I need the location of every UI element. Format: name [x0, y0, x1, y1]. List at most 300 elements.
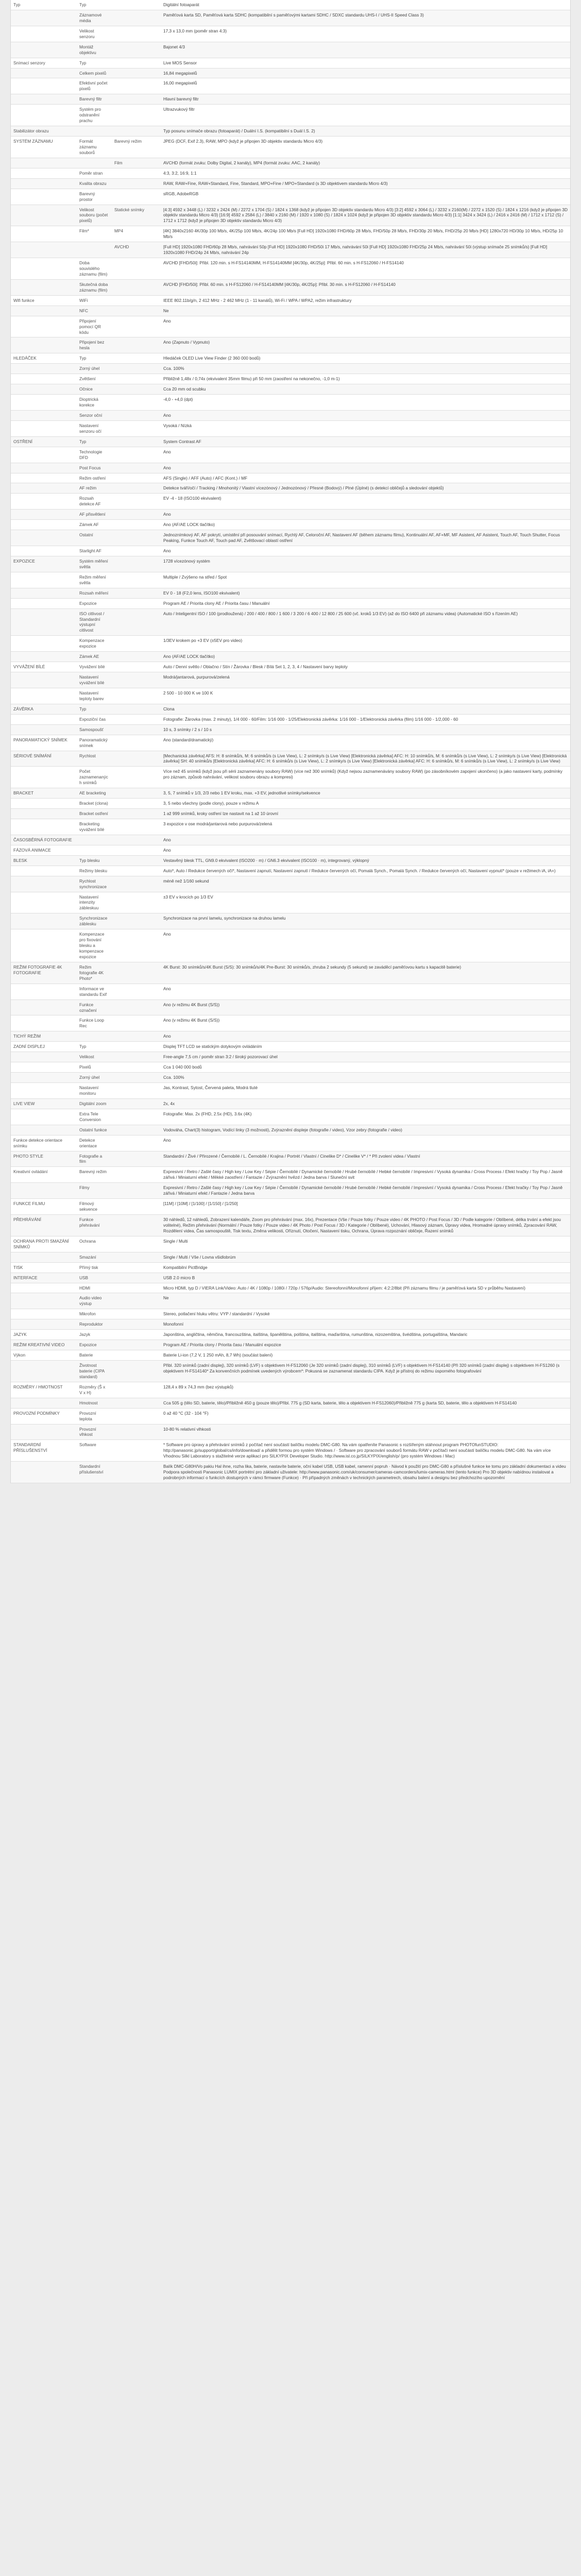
spec-value-cell: Hledáček OLED Live View Finder (2 360 000 bodů) [161, 353, 570, 364]
spec-group-cell: Typ [77, 1042, 112, 1052]
spec-group-cell: AF přisvětlení [77, 510, 112, 520]
spec-label-cell [112, 168, 161, 178]
spec-row [11, 420, 570, 436]
spec-group-cell: Software [77, 1440, 112, 1462]
spec-group-cell: Typ [77, 353, 112, 364]
spec-value-cell: EV -4 - 18 (ISO100 ekvivalent) [161, 494, 570, 510]
spec-label-cell [112, 1183, 161, 1199]
spec-section-cell: PŘEHRÁVÁNÍ [11, 1215, 77, 1236]
spec-value-cell: Typ posunu snímače obrazu (fotoaparát) / Duální I.S. (kompatibilní s Duál I.S. 2) [161, 126, 570, 137]
spec-group-cell: Funkce označení [77, 999, 112, 1015]
spec-value-cell: Single / Multi / Vše / Lovna všidlobrúm [161, 1252, 570, 1262]
spec-value-cell: 4:3, 3:2, 16:9, 1:1 [161, 168, 570, 178]
spec-row [11, 799, 570, 809]
spec-section-cell [11, 105, 77, 126]
spec-group-cell: Expozice [77, 1340, 112, 1350]
spec-group-cell: Synchronizace záblesku [77, 913, 112, 929]
spec-row [11, 1382, 570, 1398]
spec-section-cell [11, 384, 77, 395]
spec-row [11, 494, 570, 510]
spec-value-cell: Ano (Zapnuto / Vypnuto) [161, 337, 570, 353]
spec-value-cell: Clona [161, 704, 570, 714]
spec-label-cell [112, 572, 161, 588]
spec-row [11, 1109, 570, 1125]
spec-section-cell [11, 984, 77, 999]
spec-section-cell [11, 608, 77, 636]
spec-group-cell: Bracket (clona) [77, 799, 112, 809]
spec-label-cell [112, 636, 161, 652]
spec-value-cell: Vestavěný blesk TTL, GN9.0 ekvivalent (ISO200 · m) / GN6.3 ekvivalent (ISO100 · m), integrovaný, výklopný [161, 855, 570, 866]
spec-value-cell: Auto / Inteligentní ISO / 100 (prodloužená) / 200 / 400 / 800 / 1 600 / 3 200 / 6 400 / 12 800 / 25 600 (vč. kroků 1/3 EV) (až do ISO 6400 při záznamu videa) (Automatické ISO s řízením AE) [161, 608, 570, 636]
spec-section-cell [11, 688, 77, 704]
spec-value-cell: Multiple / Zvýšeno na střed / Spot [161, 572, 570, 588]
spec-value-cell: Detekce tváří/očí / Tracking / Mnohonitý / Vlastní vícezónový / Jednozónový / Přesné (Bodový) / Plné (Úplné) (s detekcí obličejů a sledování objektů) [161, 483, 570, 494]
spec-row [11, 819, 570, 835]
spec-group-cell: Režimy blesku [77, 866, 112, 876]
spec-value-cell: Jednoznímkový AF, AF pokrytí, umístění při posouvání snímací, Rychlý AF, Celoroční AF, Nastavení AF (během záznamu filmu), Kontinuální AF, AF+MF, MF Asistent, AF Asistent, Touch AF, Touch Shutter, Focus Peaking, Funkce Touch AF, Touch pad AF, Zvětšovací oblastí ostření [161, 530, 570, 546]
spec-label-cell [112, 809, 161, 819]
spec-label-cell [112, 0, 161, 10]
spec-row [11, 1098, 570, 1109]
spec-group-cell: Velikost [77, 1052, 112, 1062]
spec-value-cell: IEEE 802.11b/g/n, 2 412 MHz - 2 462 MHz (1 - 11 kanálů), Wi-Fi / WPA / WPA2, režim infrastruktury [161, 295, 570, 306]
spec-section-cell [11, 1062, 77, 1073]
spec-row [11, 1273, 570, 1283]
spec-row [11, 0, 570, 10]
spec-label-cell [112, 1135, 161, 1151]
spec-group-cell [77, 845, 112, 855]
spec-value-cell: Program AE / Priorita clony / Priorita času / Manuální expozice [161, 1340, 570, 1350]
spec-group-cell: Nastavení monitoru [77, 1083, 112, 1099]
spec-section-cell [11, 724, 77, 735]
spec-value-cell: Ano (AF/AE LOCK tlačítko) [161, 520, 570, 530]
spec-group-cell: Režim fotografie 4K Photo* [77, 962, 112, 984]
spec-section-cell [11, 588, 77, 598]
spec-value-cell: Ano [161, 510, 570, 520]
spec-section-cell: ZADNÍ DISPLEJ [11, 1042, 77, 1052]
spec-section-cell [11, 714, 77, 724]
spec-label-cell [112, 714, 161, 724]
spec-group-cell: Baterie [77, 1350, 112, 1361]
spec-row [11, 788, 570, 799]
spec-group-cell: Velikost souboru (počet pixelů) [77, 205, 112, 226]
spec-label-cell [112, 962, 161, 984]
spec-value-cell: Přibl. 320 snímků (zadní displej), 320 snímků (LVF) s objektivem H-FS12060 (Je 320 snímků (zadní displej), 310 snímků (LVF) s objektivem H-FS14140 (Při 320 snímků (zadní displej) s objektivem H-FS1260 (s objektivem H-FS14140* Za konvenčních podmínek uvedených výrobcem*: Pokusná se zaznamenat standardu CIPA. Když je přístroj do režimu úsporného fotografování [161, 1361, 570, 1382]
spec-label-cell [112, 672, 161, 688]
spec-group-cell: Rozměry (Š x V x H) [77, 1382, 112, 1398]
spec-row [11, 652, 570, 662]
spec-section-cell [11, 530, 77, 546]
spec-group-cell: Dioptrická korekce [77, 395, 112, 411]
spec-group-cell: HDMI [77, 1283, 112, 1293]
spec-label-cell [112, 1424, 161, 1440]
spec-label-cell [112, 178, 161, 189]
spec-group-cell: Montáž objektivu [77, 42, 112, 58]
spec-row [11, 1440, 570, 1462]
spec-group-cell: Zvětšení [77, 374, 112, 384]
spec-value-cell: Cca. 100% [161, 364, 570, 374]
spec-group-cell: Typ [77, 0, 112, 10]
spec-row [11, 1183, 570, 1199]
spec-group-cell: Kompenzace pro fixování blesku a kompenzace expozice [77, 929, 112, 962]
spec-section-cell [11, 242, 77, 258]
spec-row [11, 94, 570, 105]
spec-row [11, 178, 570, 189]
spec-row [11, 1309, 570, 1319]
spec-row [11, 1236, 570, 1252]
spec-label-cell [112, 913, 161, 929]
spec-section-cell: EXPOZICE [11, 556, 77, 572]
spec-group-cell: Zorný úhel [77, 364, 112, 374]
spec-value-cell: Ano [161, 447, 570, 463]
spec-section-cell [11, 473, 77, 483]
spec-label-cell [112, 984, 161, 999]
spec-section-cell [11, 1319, 77, 1330]
spec-section-cell [11, 809, 77, 819]
spec-group-cell: Fotografie a film [77, 1151, 112, 1167]
spec-value-cell: Micro HDMI, typ D / VIERA Link/Video: Auto / 4K / 1080p / 1080i / 720p / 576p/Audio: Stereofonní/Monofonní příjem: 4:2:2/8bit (Při záznamu filmu / je paměťová karta SD v průběhu Nastavení) [161, 1283, 570, 1293]
spec-value-cell: Bajonet 4/3 [161, 42, 570, 58]
spec-section-cell [11, 395, 77, 411]
spec-label-cell [112, 1252, 161, 1262]
spec-label-cell [112, 1382, 161, 1398]
spec-section-cell [11, 178, 77, 189]
spec-section-cell [11, 1283, 77, 1293]
spec-section-cell: SYSTÉM ZÁZNAMU [11, 137, 77, 158]
spec-row [11, 68, 570, 78]
spec-group-cell: Jazyk [77, 1330, 112, 1340]
spec-label-cell [112, 608, 161, 636]
spec-row [11, 1293, 570, 1309]
spec-label-cell [112, 845, 161, 855]
spec-row [11, 137, 570, 158]
spec-value-cell: Ano [161, 1135, 570, 1151]
spec-value-cell: Displej TFT LCD se statickým dotykovým ovládáním [161, 1042, 570, 1052]
spec-section-cell [11, 420, 77, 436]
spec-value-cell: Ano [161, 984, 570, 999]
spec-label-cell [112, 189, 161, 205]
spec-row [11, 835, 570, 845]
spec-section-cell [11, 892, 77, 913]
spec-group-cell: Mikrofon [77, 1309, 112, 1319]
spec-row [11, 714, 570, 724]
spec-label-cell [112, 751, 161, 767]
spec-value-cell: Auto / Denní světlo / Oblačno / Stín / Žárovka / Blesk / Bílá Set 1, 2, 3, 4 / Nastavení barvy teploty [161, 662, 570, 672]
spec-value-cell: Auto*, Auto / Redukce červených očí*, Nastavení zapnutí, Nastavení zapnutí / Redukce červených očí, Pomalá Synch., Pomalá Synch. / Redukce červených očí, Nastavení vypnutí* (pouze v režimech iA, iA+) [161, 866, 570, 876]
spec-section-cell: REŽIM KREATIVNÍ VIDEO [11, 1340, 77, 1350]
spec-group-cell: Poměr stran [77, 168, 112, 178]
spec-group-cell: Celkem pixelů [77, 68, 112, 78]
spec-group-cell: Post Focus [77, 463, 112, 473]
spec-group-cell: Digitální zoom [77, 1098, 112, 1109]
spec-row [11, 353, 570, 364]
spec-label-cell [112, 1199, 161, 1215]
spec-label-cell [112, 42, 161, 58]
spec-value-cell: 4K Burst: 30 snímků/s/4K Burst (S/S): 30 snímků/s/4K Pre-Burst: 30 snímků/s, zhruba 2 sekundy (5 sekund) se zaváděcí paměťovou kartu s kapacitě baterie) [161, 962, 570, 984]
spec-section-cell: FÁZOVÁ ANIMACE [11, 845, 77, 855]
spec-row [11, 1062, 570, 1073]
spec-value-cell: Ano [161, 410, 570, 420]
spec-row [11, 845, 570, 855]
spec-group-cell: Systém pro odstranění prachu [77, 105, 112, 126]
spec-label-cell [112, 1098, 161, 1109]
spec-row [11, 316, 570, 337]
spec-group-cell: Zámek AF [77, 520, 112, 530]
spec-value-cell: 10 s, 3 snímky / 2 s / 10 s [161, 724, 570, 735]
spec-label-cell [112, 1309, 161, 1319]
spec-label-cell [112, 588, 161, 598]
spec-label-cell: AVCHD [112, 242, 161, 258]
spec-group-cell: Funkce přehrávání [77, 1215, 112, 1236]
spec-row [11, 876, 570, 892]
spec-group-cell: Rychlost [77, 751, 112, 767]
spec-section-cell [11, 1398, 77, 1408]
spec-label-cell [112, 1262, 161, 1273]
spec-value-cell: * Software pro úpravy a přehrávání snímků z počítač není součástí balíčku modelu DMC-G80. Na vám opatřeníte Panasonic s rozšířeným stáhnout program PHOTOfunSTUDIO: http://panasonic.jp/support/global/cs/info/download/ a přidělit formou pro systém Windows / · Software pro zpracování souborů formátu RAW v počítači není součástí balíčku modelu DMC-G80. Na vám více Vhodnou Silkl Laboratory s stažitelné verze aplikací pro SILKYPIX Developer Studio. http://www.isl.co.jp/SILKYPIX/english/p/ (pro systém Windows / Mac) [161, 1440, 570, 1462]
spec-label-cell [112, 1215, 161, 1236]
spec-row [11, 636, 570, 652]
spec-row [11, 1215, 570, 1236]
spec-label-cell [112, 436, 161, 447]
spec-section-cell [11, 374, 77, 384]
spec-row [11, 751, 570, 767]
spec-section-cell [11, 78, 77, 94]
spec-row [11, 1083, 570, 1099]
spec-label-cell [112, 337, 161, 353]
spec-label-cell [112, 26, 161, 42]
spec-label-cell [112, 1167, 161, 1183]
spec-section-cell: PHOTO STYLE [11, 1151, 77, 1167]
spec-row [11, 1330, 570, 1340]
spec-value-cell: EV 0 - 18 (F2,0 lens, ISO100 ekvivalent) [161, 588, 570, 598]
spec-section-cell [11, 572, 77, 588]
spec-row [11, 688, 570, 704]
spec-label-cell [112, 316, 161, 337]
spec-value-cell: Ano [161, 1031, 570, 1042]
spec-group-cell: Kvalita obrazu [77, 178, 112, 189]
spec-value-cell: Balík DMC-G80H/Vo pakiu Hal ihne, rozha lika, baterie, nastavíte baterie, oční kabel USB, USB kabel, ramenní popruh · Návod k použití pro DMC-G80 a příslušné funkce ke tomu pro základní dokumentaci a videu Podpora společnosti Panasonic LUMIX portrétní pro základní uživatele: http://www.panasonic.com/uk/consumer/cameras-camcorders/lumix-cameras.html (tento funkce) Pro 3D objektiv nabídnou instalovat a podrobných informací o funkcích dostupných v rámci firmware (Funkce) · Při případných změnách v technických parametrech, obsahu balení a designu bez předchozího upozornění [161, 1462, 570, 1483]
spec-label-cell [112, 724, 161, 735]
spec-section-cell [11, 68, 77, 78]
spec-label-cell [112, 353, 161, 364]
spec-row [11, 42, 570, 58]
spec-section-cell [11, 598, 77, 608]
spec-group-cell: Zámek AE [77, 652, 112, 662]
spec-label-cell [112, 1283, 161, 1293]
spec-section-cell [11, 913, 77, 929]
spec-value-cell: AVCHD [FHD/50i]: Přibl. 60 min. s H-FS12060 / H-FS14140MM [4K/30p, 4K/25p]: Přibl. 30 min. s H-FS12060 / H-FS14140 [161, 279, 570, 295]
spec-row [11, 1424, 570, 1440]
spec-label-cell [112, 1062, 161, 1073]
spec-label-cell [112, 364, 161, 374]
spec-row [11, 1398, 570, 1408]
spec-row [11, 1031, 570, 1042]
spec-label-cell [112, 10, 161, 26]
spec-section-cell [11, 26, 77, 42]
spec-label-cell [112, 819, 161, 835]
spec-row [11, 126, 570, 137]
spec-label-cell [112, 1151, 161, 1167]
spec-section-cell: Wifi funkce [11, 295, 77, 306]
spec-section-cell [11, 819, 77, 835]
spec-row [11, 520, 570, 530]
spec-row [11, 295, 570, 306]
spec-row [11, 855, 570, 866]
spec-value-cell: 0 až 40 °C (32 - 104 °F) [161, 1408, 570, 1424]
spec-value-cell: Modrá/jantarová, purpurová/zelená [161, 672, 570, 688]
spec-group-cell: Rychlost synchronizace [77, 876, 112, 892]
spec-table [11, 0, 570, 1483]
spec-group-cell: Typ blesku [77, 855, 112, 866]
spec-value-cell: 1 až 999 snímků, kroky ostření lze nastavit na 1 až 10 úrovní [161, 809, 570, 819]
spec-group-cell: Technologie DFD [77, 447, 112, 463]
spec-section-cell: VYVÁŽENÍ BÍLÉ [11, 662, 77, 672]
spec-row [11, 598, 570, 608]
spec-row [11, 364, 570, 374]
spec-value-cell: 10-80 % relativní vlhkosti [161, 1424, 570, 1440]
spec-label-cell [112, 1236, 161, 1252]
spec-label-cell [112, 520, 161, 530]
spec-value-cell: Ano (v režimu 4K Burst (S/S)) [161, 999, 570, 1015]
spec-value-cell: [Mechanická závěrka] AFS: H: 8 snímků/s, M: 6 snímků/s (s Live View), L: 2 snímky/s (s Live View) [Elektronická závěrka] AFC: H: 10 snímků/s, M: 6 snímků/s (s Live View), L: 2 snímky/s (s Live View) [Elektronická závěrka] SH: 40 snímků/s [Elektronická závěrka] AFC: H: 6 snímků/s (s Live View), L: 2 snímky/s (s Live View) [Elektronická závěrka] AFC: H: 6 snímků/s, M: 6 snímků/s (s Live View), L: 2 snímky/s (s Live View) [161, 751, 570, 767]
spec-row [11, 374, 570, 384]
spec-section-cell [11, 546, 77, 556]
spec-row [11, 158, 570, 168]
spec-row [11, 546, 570, 556]
spec-row [11, 1199, 570, 1215]
spec-value-cell: Cca. 100% [161, 1073, 570, 1083]
spec-value-cell: Expresivní / Retro / Zašlé časy / High key / Low Key / Sépie / Černobílé / Dynamické černobílé / Hrubé černobílé / Hebké černobílé / Impresivní / Vysoká dynamika / Cross Process / Efekt hračky / Toy Pop / Jasně zářivá / Miniaturní efekt / Fantazie / Jedna barva [161, 1183, 570, 1199]
spec-label-cell [112, 447, 161, 463]
spec-label-cell [112, 68, 161, 78]
spec-row [11, 724, 570, 735]
spec-label-cell [112, 1015, 161, 1031]
spec-section-cell [11, 1183, 77, 1199]
spec-row [11, 608, 570, 636]
spec-group-cell: Provozní teplota [77, 1408, 112, 1424]
spec-value-cell: Ano (standard/dramatický) [161, 735, 570, 751]
spec-label-cell [112, 1340, 161, 1350]
spec-group-cell: Expozice [77, 598, 112, 608]
spec-label-cell [112, 767, 161, 788]
spec-value-cell: -4,0 - +4,0 (dpt) [161, 395, 570, 411]
spec-value-cell: Baterie Li-ion (7,2 V, 1 250 mAh, 8,7 Wh) (součást balení) [161, 1350, 570, 1361]
spec-label-cell [112, 463, 161, 473]
spec-label-cell [112, 662, 161, 672]
spec-label-cell [112, 1398, 161, 1408]
spec-group-cell: Samospoušť [77, 724, 112, 735]
spec-value-cell: Ano (v režimu 4K Burst (S/S)) [161, 1015, 570, 1031]
spec-section-cell [11, 42, 77, 58]
spec-group-cell [77, 1031, 112, 1042]
spec-group-cell: Expoziční čas [77, 714, 112, 724]
spec-section-cell: ROZMĚRY / HMOTNOST [11, 1382, 77, 1398]
spec-group-cell [77, 835, 112, 845]
spec-label-cell [112, 94, 161, 105]
spec-section-cell [11, 799, 77, 809]
spec-group-cell: Záznamové média [77, 10, 112, 26]
spec-row [11, 1052, 570, 1062]
spec-row [11, 279, 570, 295]
spec-section-cell: BRACKET [11, 788, 77, 799]
spec-value-cell: Fotografie: Žárovka (max. 2 minuty), 1/4 000 - 60/Film: 1/16 000 - 1/25/Elektronická závěrka: 1/16 000 - 1/Elektronická závěrka (film) 1/16 000 - 1/2,000 - 60 [161, 714, 570, 724]
spec-section-cell [11, 168, 77, 178]
spec-section-cell: ČASOSBĚRNÁ FOTOGRAFIE [11, 835, 77, 845]
spec-section-cell [11, 636, 77, 652]
spec-section-cell [11, 672, 77, 688]
spec-row [11, 1151, 570, 1167]
spec-label-cell [112, 799, 161, 809]
spec-section-cell: BLESK [11, 855, 77, 866]
spec-group-cell: Vyvážení bílé [77, 662, 112, 672]
spec-label-cell [112, 78, 161, 94]
spec-row [11, 1361, 570, 1382]
spec-section-cell: LIVE VIEW [11, 1098, 77, 1109]
spec-section-cell: INTERFACE [11, 1273, 77, 1283]
spec-label-cell [112, 410, 161, 420]
spec-value-cell: 3, 5 nebo všechny (podle clony), pouze v režimu A [161, 799, 570, 809]
spec-group-cell: Smazání [77, 1252, 112, 1262]
spec-group-cell: Počet zaznamenaných snímků [77, 767, 112, 788]
spec-section-cell [11, 866, 77, 876]
spec-value-cell: Program AE / Priorita clony AE / Priorita času / Manuální [161, 598, 570, 608]
spec-group-cell: Barevný režim [77, 1167, 112, 1183]
spec-value-cell: AFS (Single) / AFF (Auto) / AFC (Kont.) / MF [161, 473, 570, 483]
spec-row [11, 384, 570, 395]
spec-group-cell: Skutečná doba záznamu (film) [77, 279, 112, 295]
spec-label-cell: Statické snímky [112, 205, 161, 226]
spec-row [11, 168, 570, 178]
spec-group-cell: Režim ostření [77, 473, 112, 483]
spec-row [11, 556, 570, 572]
spec-label-cell [112, 306, 161, 316]
spec-group-cell: Detekce orientace [77, 1135, 112, 1151]
spec-row [11, 58, 570, 68]
spec-label-cell [112, 1350, 161, 1361]
spec-section-cell [11, 10, 77, 26]
spec-label-cell [112, 704, 161, 714]
spec-row [11, 892, 570, 913]
spec-group-cell: Efektivní počet pixelů [77, 78, 112, 94]
spec-row [11, 929, 570, 962]
spec-section-cell: OSTŘENÍ [11, 436, 77, 447]
spec-value-cell: JPEG (DCF, Exif 2.3), RAW, MPO (když je připojen 3D objektiv standardu Micro 4/3) [161, 137, 570, 158]
spec-row [11, 572, 570, 588]
spec-group-cell: Informace ve standardu Exif [77, 984, 112, 999]
spec-label-cell [112, 999, 161, 1015]
spec-row [11, 999, 570, 1015]
spec-label-cell [112, 855, 161, 866]
spec-label-cell [112, 420, 161, 436]
spec-section-cell: Funkce detekce orientace snímku [11, 1135, 77, 1151]
spec-value-cell: Cca 505 g (tělo SD, baterie, tělo)/Přibližně 450 g (pouze tělo)/Přibl. 775 g (SD karta, baterie, tělo a objektivem H-FS12060)/Přibližně 775 g (karta SD, baterie, tělo a objektivem H-FS14140 [161, 1398, 570, 1408]
spec-value-cell: 1728 vícezónový systém [161, 556, 570, 572]
spec-label-cell [112, 384, 161, 395]
spec-section-cell: Snímací senzory [11, 58, 77, 68]
spec-section-cell [11, 1361, 77, 1382]
spec-section-cell [11, 1125, 77, 1135]
spec-value-cell: Ne [161, 306, 570, 316]
spec-row [11, 1319, 570, 1330]
spec-label-cell [112, 835, 161, 845]
spec-value-cell: Více než 45 snímků (když jsou při sérii zaznamenány soubory RAW) (více než 300 snímků) (Když nejsou zaznamenávány soubory RAW) (po zásobníkovém zapojení ukončeno) (a jako nastavení karty, podmínky pro záznam, způsob nahrávání, velikost souboru obrazu a kompresi) [161, 767, 570, 788]
spec-group-cell: Připojení bez hesla [77, 337, 112, 353]
spec-row [11, 1042, 570, 1052]
spec-group-cell: Standardní příslušenství [77, 1462, 112, 1483]
spec-group-cell: Reproduktor [77, 1319, 112, 1330]
spec-row [11, 395, 570, 411]
spec-value-cell: Monofonní [161, 1319, 570, 1330]
